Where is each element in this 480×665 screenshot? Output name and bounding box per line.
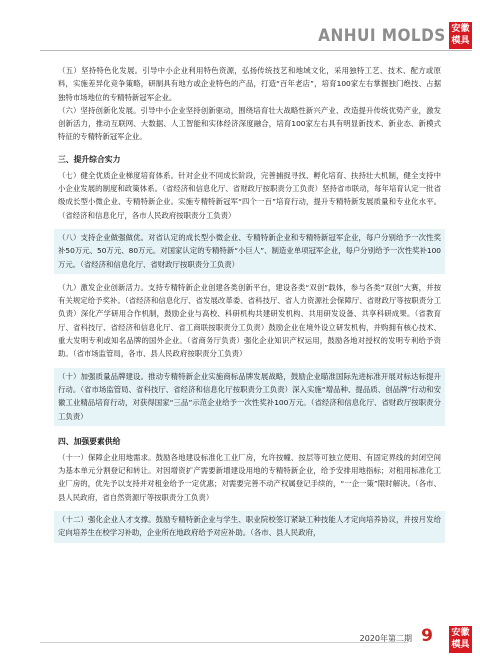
- badge-top-text: 安徽: [451, 24, 470, 34]
- paragraph-7: （七）健全优质企业梯度培育体系。针对企业不同成长阶段，完善捕捉寻找、孵化培育、扶持壮大机制，健全支持中小企业发展的制度和政策体系。（省经济和信息化厅、省财政厅按职责分工负责）坚持省市联动，每年培育认定一批省级成长型小微企业、专精特新企业。实施专精特新冠军“四个一百”培育行动，提升专精特新发展质量和专业化水平。（省经济和信息化厅，各市人民政府按职责分工负责）: [58, 170, 441, 220]
- magazine-brand: ANHUI MOLDS: [318, 26, 446, 46]
- section-heading-3: 三、提升综合实力: [58, 154, 121, 164]
- footer-badge: [449, 626, 472, 653]
- footer-divider: [40, 642, 408, 643]
- paragraph-5: （五）坚持特色化发展。引导中小企业利用特色资源，弘扬传统技艺和地域文化，采用独特工艺、技术、配方或原料，实施差异化竞争策略，研制具有地方或企业特色的产品，打造“百年老店”，培育100家左右掌握独门绝技、占据独特市场地位的专精特新冠军企业。: [58, 66, 441, 102]
- page-footer: [0, 624, 480, 665]
- section-heading-4: 四、加强要素供给: [58, 436, 121, 446]
- header-divider: [40, 50, 472, 51]
- paragraph-8: （八）支持企业做强做优。对省认定的成长型小微企业、专精特新企业和专精特新冠军企业，每户分别给予一次性奖补50万元、50万元、80万元。对国家认定的专精特新“小巨人”、制造业单项冠军企业，每户分别给予一次性奖补100万元。（省经济和信息化厅、省财政厅按职责分工负责）: [54, 229, 445, 274]
- footer-badge-top: 安徽: [451, 628, 470, 638]
- issue-label: 2020年第二期: [359, 634, 412, 643]
- paragraph-10: （十）加强质量品牌建设。推动专精特新企业实施商标品牌发展战略，鼓励企业瞄准国际先进标准开展对标达标提升行动。（省市场监管局、省科技厅、省经济和信息化厅按职责分工负责）深入实施“增品种、提品质、创品牌”行动和安徽工业精品培育行动，对获得国家“三品”示范企业给予一次性奖补100万元。（省经济和信息化厅、省财政厅按职责分工负责）: [54, 368, 445, 426]
- page-header: [0, 0, 480, 56]
- magazine-badge: [449, 22, 472, 49]
- badge-bottom-text: 模具: [451, 36, 470, 46]
- article-body: [58, 64, 441, 543]
- page-number: 9: [421, 626, 433, 646]
- footer-badge-bottom: 模具: [451, 640, 470, 650]
- paragraph-6: （六）坚持创新化发展。引导中小企业坚持创新驱动，围绕培育壮大战略性新兴产业、改造提升传统优势产业，激发创新活力，推动互联网、大数据、人工智能和实体经济深度融合，培育100家左右具有明显新技术、新业态、新模式特征的专精特新冠军企业。: [58, 105, 441, 142]
- paragraph-9: （九）激发企业创新活力。支持专精特新企业创建各类创新平台，建设各类“双创”载体，参与各类“双创”大赛，并按有关规定给予奖补。（省经济和信息化厅、省发展改革委、省科技厅、省人力资源社会保障厅、省财政厅等按职责分工负责）深化产学研用合作机制，鼓励企业与高校、科研机构共建研发机构、共用研发设备、共享科研成果。（省教育厅、省科技厅、省经济和信息化厅、省工商联按职责分工负责）鼓励企业在境外设立研发机构，并购拥有核心技术、重大发明专利或知名品牌的国外企业。（省商务厅负责）强化企业知识产权运用，鼓励各地对授权的发明专利给予资助。（省市场监管局，各市、县人民政府按职责分工负责）: [58, 282, 441, 359]
- paragraph-11: （十一）保障企业用地需求。鼓励各地建设标准化工业厂房，允许按幢、按层等可独立使用、有固定界线的封闭空间为基本单元分割登记和转让。对因增资扩产需要新增建设用地的专精特新企业，给予安排用地指标；对租用标准化工业厂房的，优先予以支持并对租金给予一定优惠；对需要完善不动产权属登记手续的，“一企一策”限时解决。（各市、县人民政府，省自然资源厅等按职责分工负责）: [58, 452, 441, 502]
- paragraph-12: （十二）强化企业人才支撑。鼓励专精特新企业与学生、职业院校签订紧缺工种技能人才定向培养协议，并按月发给定向培养生在校学习补助，企业所在地政府给予对应补助。（各市、县人民政府，: [54, 511, 445, 543]
